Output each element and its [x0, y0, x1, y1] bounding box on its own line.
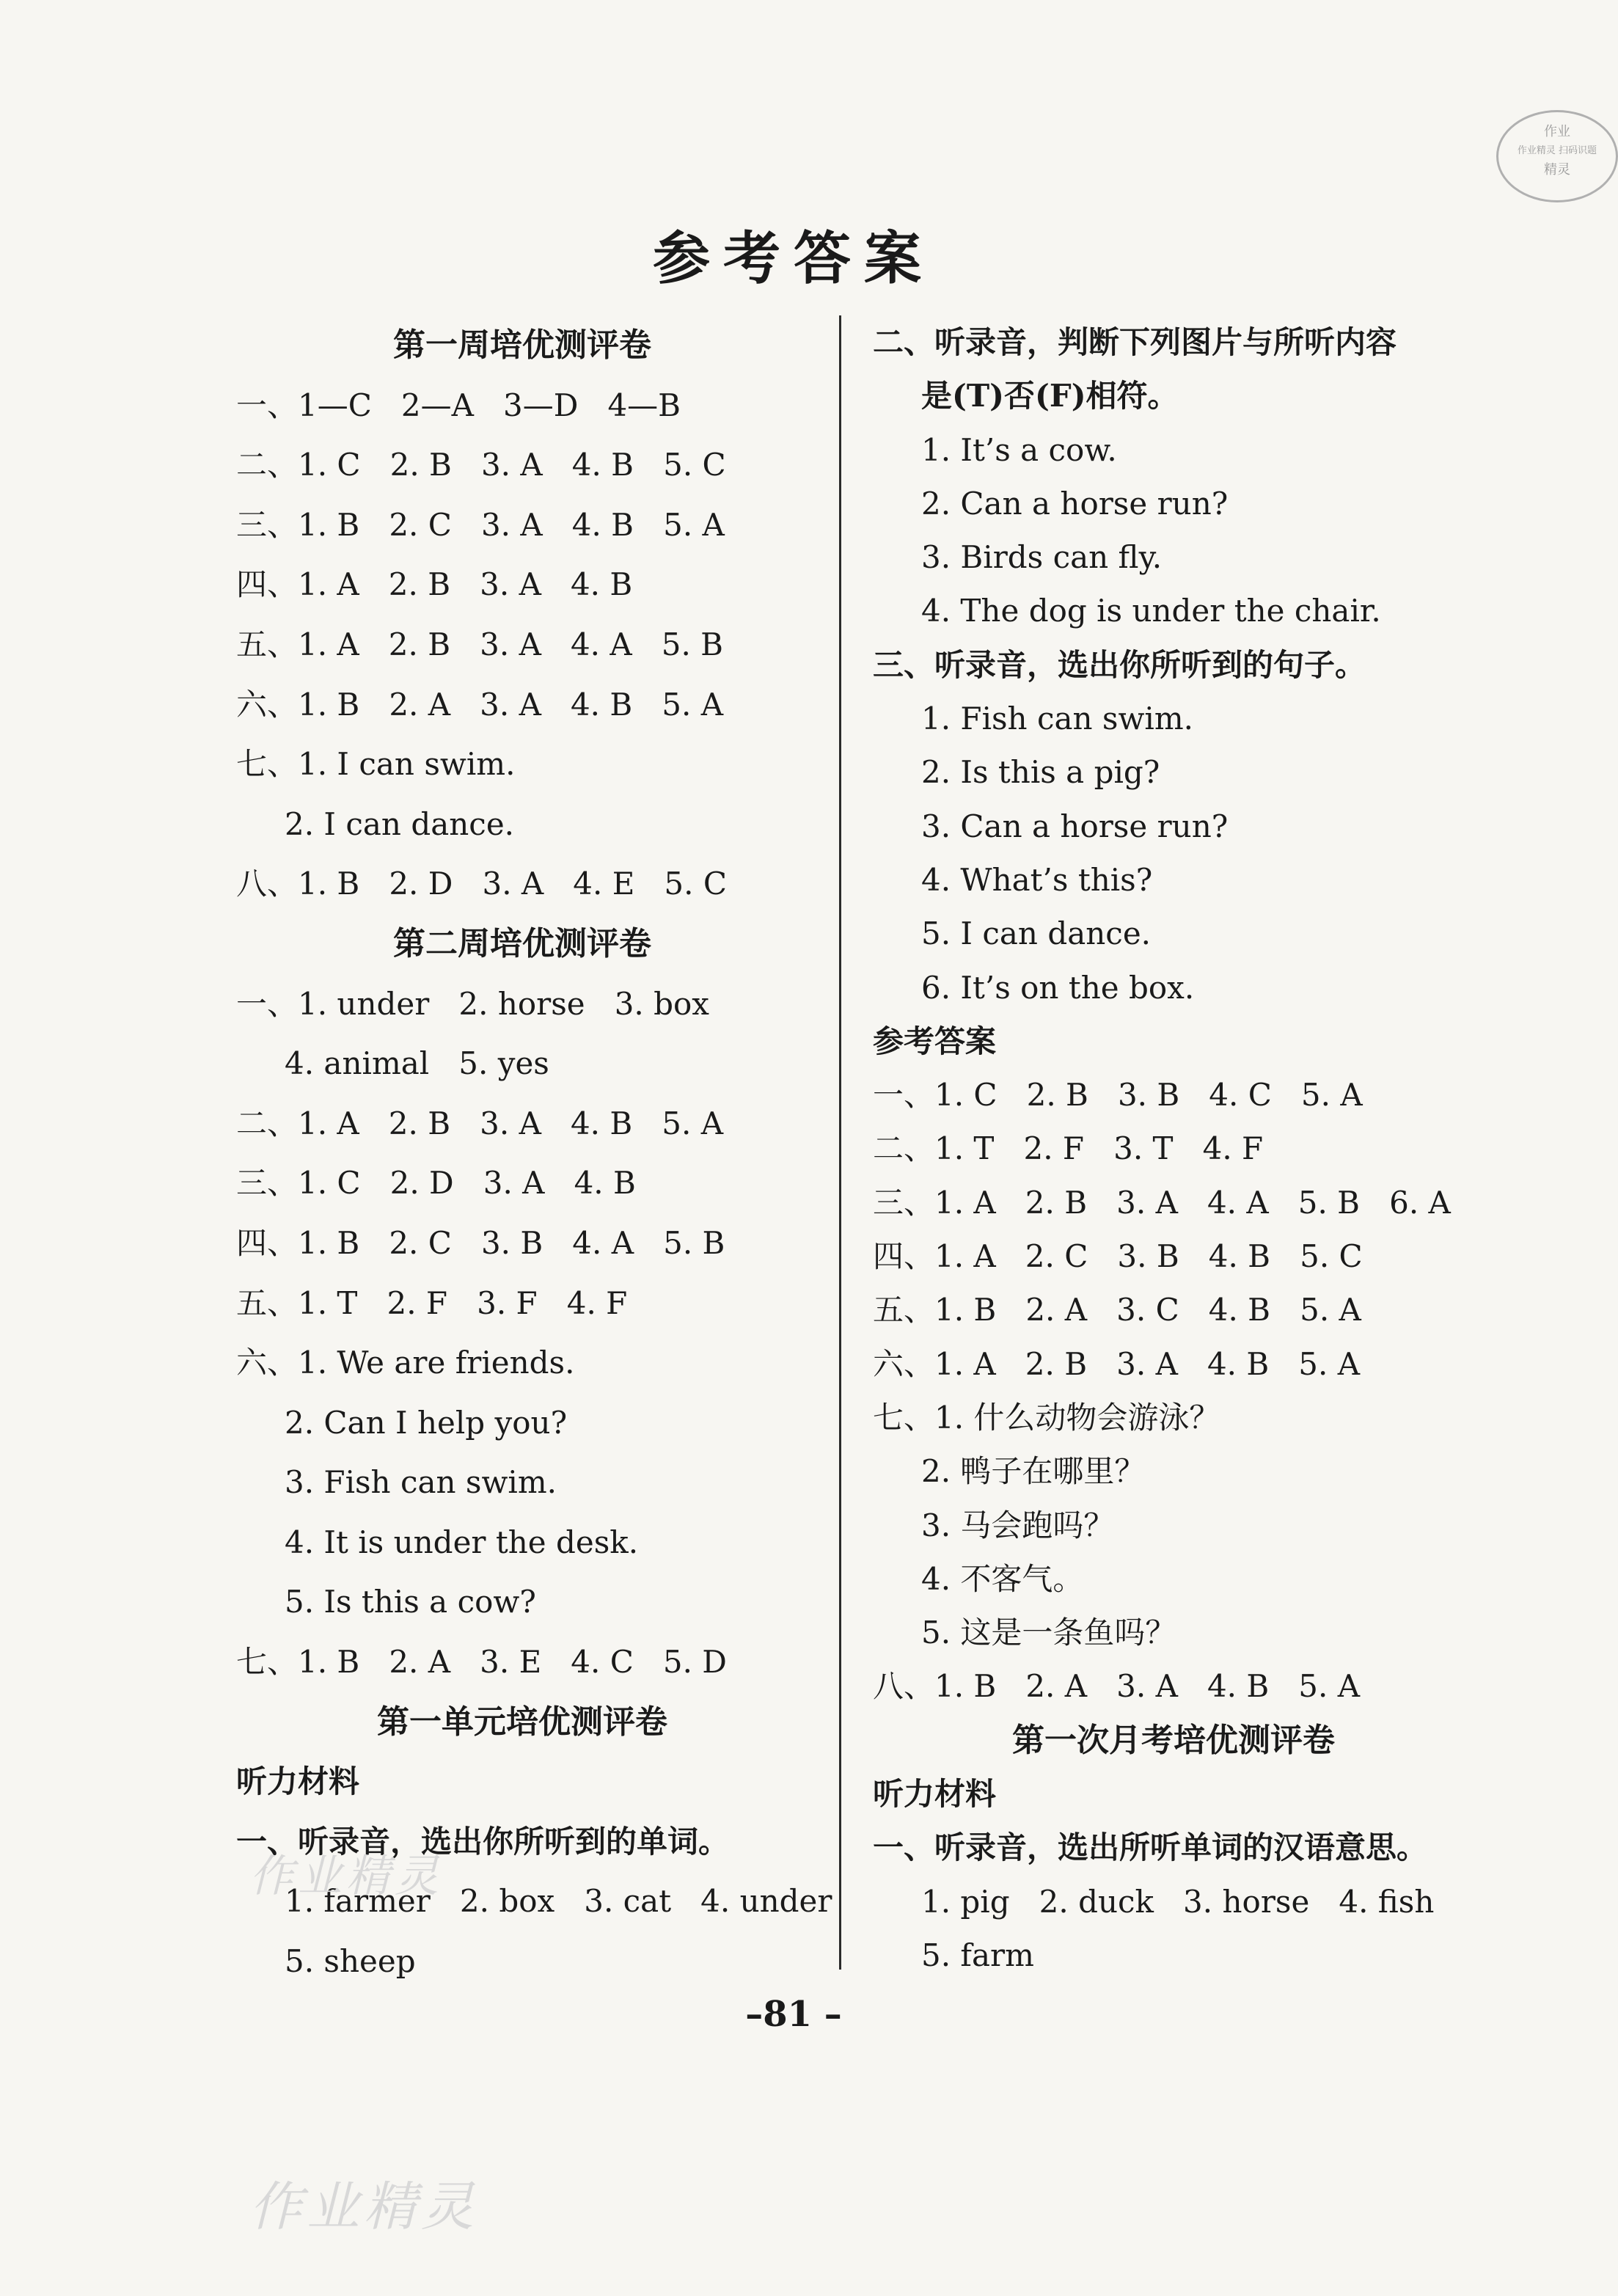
answer-line: 4. What’s this? — [921, 861, 1153, 898]
answer-line: 三、听录音，选出你所听到的句子。 — [873, 646, 1366, 683]
page-title: 参考答案 — [652, 225, 934, 292]
answer-line: 一、听录音，选出你所听到的单词。 — [236, 1823, 730, 1860]
answer-line: 1. It’s a cow. — [921, 431, 1117, 468]
answer-line: 四、1. A 2. C 3. B 4. B 5. C — [873, 1238, 1363, 1275]
answer-line: 七、1. I can swim. — [236, 746, 516, 783]
section-heading: 第一周培优测评卷 — [393, 326, 651, 364]
answer-line: 八、1. B 2. D 3. A 4. E 5. C — [236, 866, 727, 902]
answer-line: 5. I can dance. — [921, 915, 1152, 952]
subheading: 听力材料 — [873, 1776, 997, 1813]
answer-line: 5. Is this a cow? — [285, 1584, 536, 1620]
answer-line: 4. animal 5. yes — [285, 1045, 549, 1082]
answer-line: 2. Can a horse run? — [921, 485, 1229, 522]
subheading: 听力材料 — [236, 1763, 360, 1800]
column-divider — [839, 315, 841, 1970]
answer-line: 5. farm — [921, 1937, 1034, 1973]
answer-line: 2. Is this a pig? — [921, 754, 1160, 791]
answer-line: 四、1. B 2. C 3. B 4. A 5. B — [236, 1224, 725, 1261]
answer-line: 五、1. A 2. B 3. A 4. A 5. B — [236, 626, 724, 662]
answer-line: 三、1. A 2. B 3. A 4. A 5. B 6. A — [873, 1184, 1451, 1221]
answer-line: 二、1. A 2. B 3. A 4. B 5. A — [236, 1105, 724, 1141]
answer-line: 6. It’s on the box. — [921, 969, 1195, 1006]
answer-line: 一、1—C 2—A 3—D 4—B — [236, 387, 681, 423]
answer-line: 4. The dog is under the chair. — [921, 593, 1381, 629]
answer-line: 五、1. T 2. F 3. F 4. F — [236, 1284, 628, 1321]
answer-line: 5. sheep — [285, 1943, 416, 1980]
answer-line: 一、1. C 2. B 3. B 4. C 5. A — [873, 1077, 1363, 1114]
section-heading: 第一单元培优测评卷 — [377, 1703, 667, 1741]
stamp-middle-text: 作业精灵 扫码识题 — [1517, 145, 1597, 156]
answer-line: 八、1. B 2. A 3. A 4. B 5. A — [873, 1668, 1361, 1705]
section-heading: 第二周培优测评卷 — [393, 924, 651, 962]
subheading: 参考答案 — [873, 1023, 997, 1059]
answer-line: 4. It is under the desk. — [285, 1524, 639, 1560]
watermark: 作业精灵 — [249, 2176, 479, 2237]
page-number: –81 – — [745, 1994, 842, 2035]
answer-line: 七、1. 什么动物会游泳？ — [873, 1399, 1220, 1436]
answer-line: 一、听录音，选出所听单词的汉语意思。 — [873, 1829, 1428, 1866]
answer-line: 1. pig 2. duck 3. horse 4. fish — [921, 1883, 1435, 1920]
answer-line: 一、1. under 2. horse 3. box — [236, 985, 709, 1022]
answer-line: 3. Fish can swim. — [285, 1464, 557, 1501]
answer-line: 六、1. We are friends. — [236, 1345, 575, 1381]
answer-line: 七、1. B 2. A 3. E 4. C 5. D — [236, 1644, 727, 1681]
answer-line: 二、1. C 2. B 3. A 4. B 5. C — [236, 447, 726, 483]
answer-line: 3. Can a horse run? — [921, 808, 1229, 844]
right-column — [873, 315, 1474, 1982]
stamp-top-text: 作业 — [1544, 124, 1570, 139]
answer-line: 五、1. B 2. A 3. C 4. B 5. A — [873, 1292, 1361, 1328]
answer-line: 是(T)否(F)相符。 — [921, 378, 1179, 414]
answer-line: 六、1. A 2. B 3. A 4. B 5. A — [873, 1345, 1361, 1382]
section-heading: 第一次月考培优测评卷 — [1012, 1721, 1335, 1759]
answer-line: 5. 这是一条鱼吗？ — [921, 1615, 1176, 1651]
answer-line: 1. farmer 2. box 3. cat 4. under — [285, 1883, 832, 1920]
answer-line: 二、听录音，判断下列图片与所听内容 — [873, 324, 1397, 360]
corner-stamp — [1496, 110, 1618, 202]
answer-line: 四、1. A 2. B 3. A 4. B — [236, 566, 633, 603]
answer-line: 二、1. T 2. F 3. T 4. F — [873, 1130, 1264, 1167]
answer-line: 三、1. B 2. C 3. A 4. B 5. A — [236, 506, 725, 543]
answer-line: 2. I can dance. — [285, 805, 515, 842]
left-column — [236, 315, 832, 1992]
answer-line: 三、1. C 2. D 3. A 4. B — [236, 1165, 636, 1202]
answer-line: 1. Fish can swim. — [921, 701, 1194, 737]
answer-line: 六、1. B 2. A 3. A 4. B 5. A — [236, 686, 724, 723]
answer-line: 2. 鸭子在哪里？ — [921, 1453, 1146, 1490]
stamp-bottom-text: 精灵 — [1544, 162, 1570, 178]
watermark: 作业精灵 — [249, 1851, 443, 1902]
answer-line: 2. Can I help you? — [285, 1404, 568, 1441]
answer-line: 3. 马会跑吗？ — [921, 1507, 1115, 1543]
answer-line: 3. Birds can fly. — [921, 539, 1163, 576]
answer-line: 4. 不客气。 — [921, 1560, 1084, 1597]
